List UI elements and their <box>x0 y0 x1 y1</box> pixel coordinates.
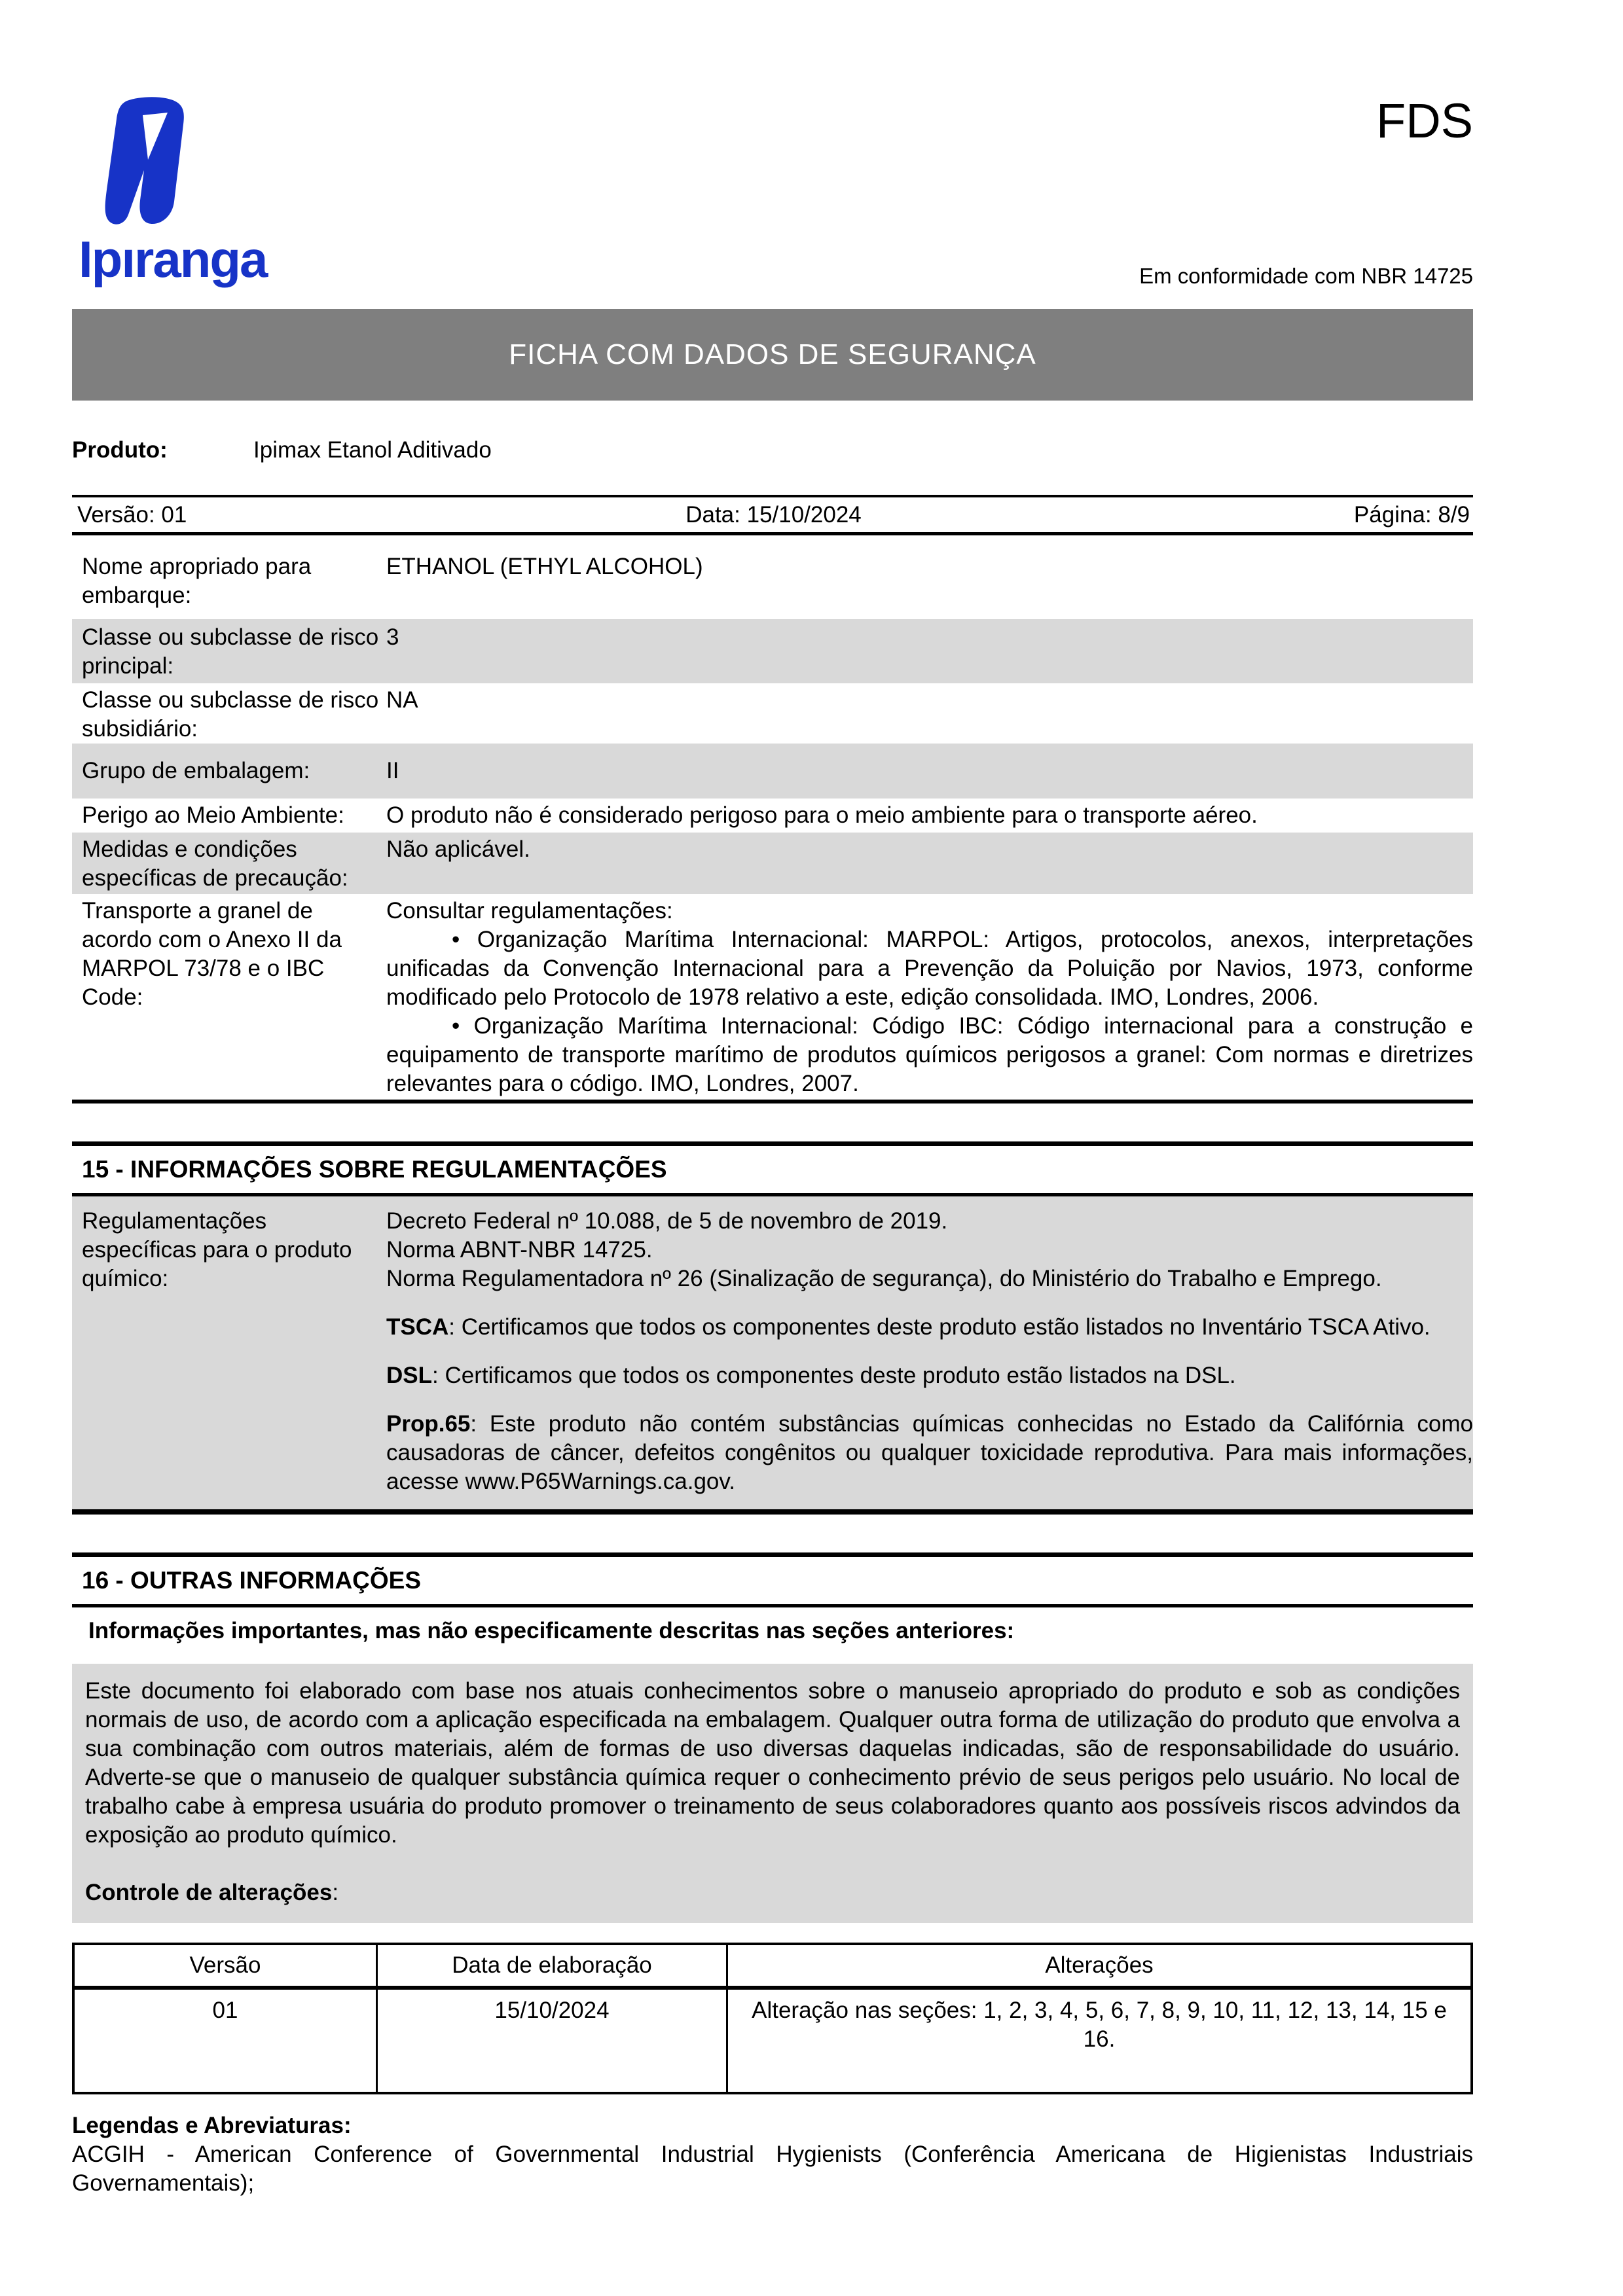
ipiranga-logo <box>79 97 295 288</box>
row-value <box>386 1207 1473 1496</box>
row-label: Classe ou subclasse de risco principal: <box>82 624 379 679</box>
regulations-intro: Consultar regulamentações: <box>386 898 673 924</box>
table-row <box>72 683 1473 744</box>
dsl-text: : Certificamos que todos os componentes deste produto estão listados na DSL. <box>432 1363 1236 1388</box>
row-label: Nome apropriado para embarque: <box>82 554 312 608</box>
disclaimer-paragraph: Este documento foi elaborado com base nos atuais conhecimentos sobre o manuseio apropriado do produto e sob as condições normais de uso, de acordo com a aplicação especificada na embalagem. Qualquer outra forma de utilização do produto que envolva a sua combinação com outros materiais, além de formas de uso diversas daquelas indicadas, são de responsabilidade do usuário. Adverte-se que o manuseio de qualquer substância química requer o conhecimento prévio de seus perigos pelo usuário. No local de trabalho cabe à empresa usuária do produto promover o treinamento de seus colaboradores quanto aos possíveis riscos advindos da exposição ao produto químico. <box>85 1678 1460 1848</box>
section-16-subtitle: Informações importantes, mas não especificamente descritas nas seções anteriores: <box>88 1618 1015 1643</box>
product-name: Ipimax Etanol Aditivado <box>253 437 492 463</box>
doc-type-title: FDS <box>1376 94 1473 148</box>
compliance-note: Em conformidade com NBR 14725 <box>1139 264 1473 288</box>
regulation-line: Norma ABNT-NBR 14725. <box>386 1237 653 1263</box>
regulation-bullet: • Organização Marítima Internacional: MARPOL: Artigos, protocolos, anexos, interpretações unificadas da Convenção Internacional para a Prevenção da Poluição por Navios, 1973, conforme modificado pelo Protocolo de 1978 relativo a este, edição consolidada. IMO, Londres, 2006. <box>386 927 1473 1010</box>
table-header-row <box>73 1944 1472 1988</box>
section-15-content <box>72 1196 1473 1515</box>
legend-title: Legendas e Abreviaturas: <box>72 2113 352 2138</box>
column-header-alteracoes: Alterações <box>727 1944 1472 1988</box>
row-value: ETHANOL (ETHYL ALCOHOL) <box>386 554 703 579</box>
row-value: Não aplicável. <box>386 836 530 862</box>
row-label: Perigo ao Meio Ambiente: <box>82 802 344 828</box>
tsca-text: : Certificamos que todos os componentes deste produto estão listados no Inventário TSCA Ativo. <box>448 1314 1431 1340</box>
column-header-data: Data de elaboração <box>377 1944 727 1988</box>
row-label: Grupo de embalagem: <box>82 758 310 783</box>
section-16-header: 16 - OUTRAS INFORMAÇÕES <box>72 1552 1473 1607</box>
document-header <box>72 0 1473 309</box>
cell-versao: 01 <box>73 1988 377 2093</box>
change-control-label: Controle de alterações: <box>85 1880 339 1905</box>
legend-section <box>72 2111 1473 2198</box>
row-label: Classe ou subclasse de risco subsidiário: <box>82 687 379 742</box>
table-row <box>72 798 1473 833</box>
table-row <box>72 833 1473 894</box>
row-value: O produto não é considerado perigoso para o meio ambiente para o transporte aéreo. <box>386 802 1258 828</box>
regulation-bullet: • Organização Marítima Internacional: Código IBC: Código internacional para a construção e equipamento de transporte marítimo de produtos químicos perigosos a granel: Com normas e diretrizes relevantes para o código. IMO, Londres, 2007. <box>386 1013 1473 1096</box>
change-control-table <box>72 1943 1473 2094</box>
table-row <box>72 619 1473 683</box>
regulation-line: Norma Regulamentadora nº 26 (Sinalização de segurança), do Ministério do Trabalho e Emprego. <box>386 1266 1382 1291</box>
product-label: Produto: <box>72 437 168 463</box>
row-value: 3 <box>386 624 399 650</box>
version-field: Versão: 01 <box>77 501 187 528</box>
version-strip <box>72 495 1473 535</box>
ipiranga-wordmark: Ipıranga <box>79 230 267 288</box>
table-row <box>73 1988 1472 2093</box>
regulation-line: Decreto Federal nº 10.088, de 5 de novembro de 2019. <box>386 1208 948 1234</box>
table-row <box>72 894 1473 1100</box>
row-label: Regulamentações específicas para o produto químico: <box>82 1208 352 1291</box>
column-header-versao: Versão <box>73 1944 377 1988</box>
page-number-field: Página: 8/9 <box>1353 501 1470 528</box>
tsca-statement <box>386 1313 1473 1342</box>
row-label: Medidas e condições específicas de precaução: <box>82 836 348 891</box>
ipiranga-logo-icon <box>105 97 187 228</box>
section-15-header: 15 - INFORMAÇÕES SOBRE REGULAMENTAÇÕES <box>72 1141 1473 1196</box>
row-value: NA <box>386 687 418 713</box>
row-value: II <box>386 758 399 783</box>
cell-alteracoes: Alteração nas seções: 1, 2, 3, 4, 5, 6, 7, 8, 9, 10, 11, 12, 13, 14, 15 e 16. <box>727 1988 1472 2093</box>
section-16-content <box>72 1664 1473 1923</box>
prop65-statement <box>386 1410 1473 1496</box>
table-row <box>72 744 1473 798</box>
legend-item: ACGIH - American Conference of Governmental Industrial Hygienists (Conferência Americana de Higienistas Industriais Governamentais); <box>72 2142 1473 2196</box>
title-bar <box>72 309 1473 401</box>
cell-data: 15/10/2024 <box>377 1988 727 2093</box>
row-label: Transporte a granel de acordo com o Anexo II da MARPOL 73/78 e o IBC Code: <box>82 898 342 1010</box>
dsl-statement <box>386 1361 1473 1390</box>
transport-info-table <box>72 535 1473 1103</box>
document-title: FICHA COM DADOS DE SEGURANÇA <box>509 338 1036 370</box>
prop65-lead: Prop.65 <box>386 1411 471 1437</box>
product-line <box>72 436 1473 465</box>
date-field: Data: 15/10/2024 <box>685 501 862 528</box>
tsca-lead: TSCA <box>386 1314 449 1340</box>
table-row <box>72 535 1473 619</box>
row-value <box>386 897 1473 1098</box>
dsl-lead: DSL <box>386 1363 432 1388</box>
prop65-text: : Este produto não contém substâncias químicas conhecidas no Estado da Califórnia como causadoras de câncer, defeitos congênitos ou qualquer toxicidade reprodutiva. Para mais informações, acesse www.P65Warnings.ca.gov. <box>386 1411 1473 1494</box>
